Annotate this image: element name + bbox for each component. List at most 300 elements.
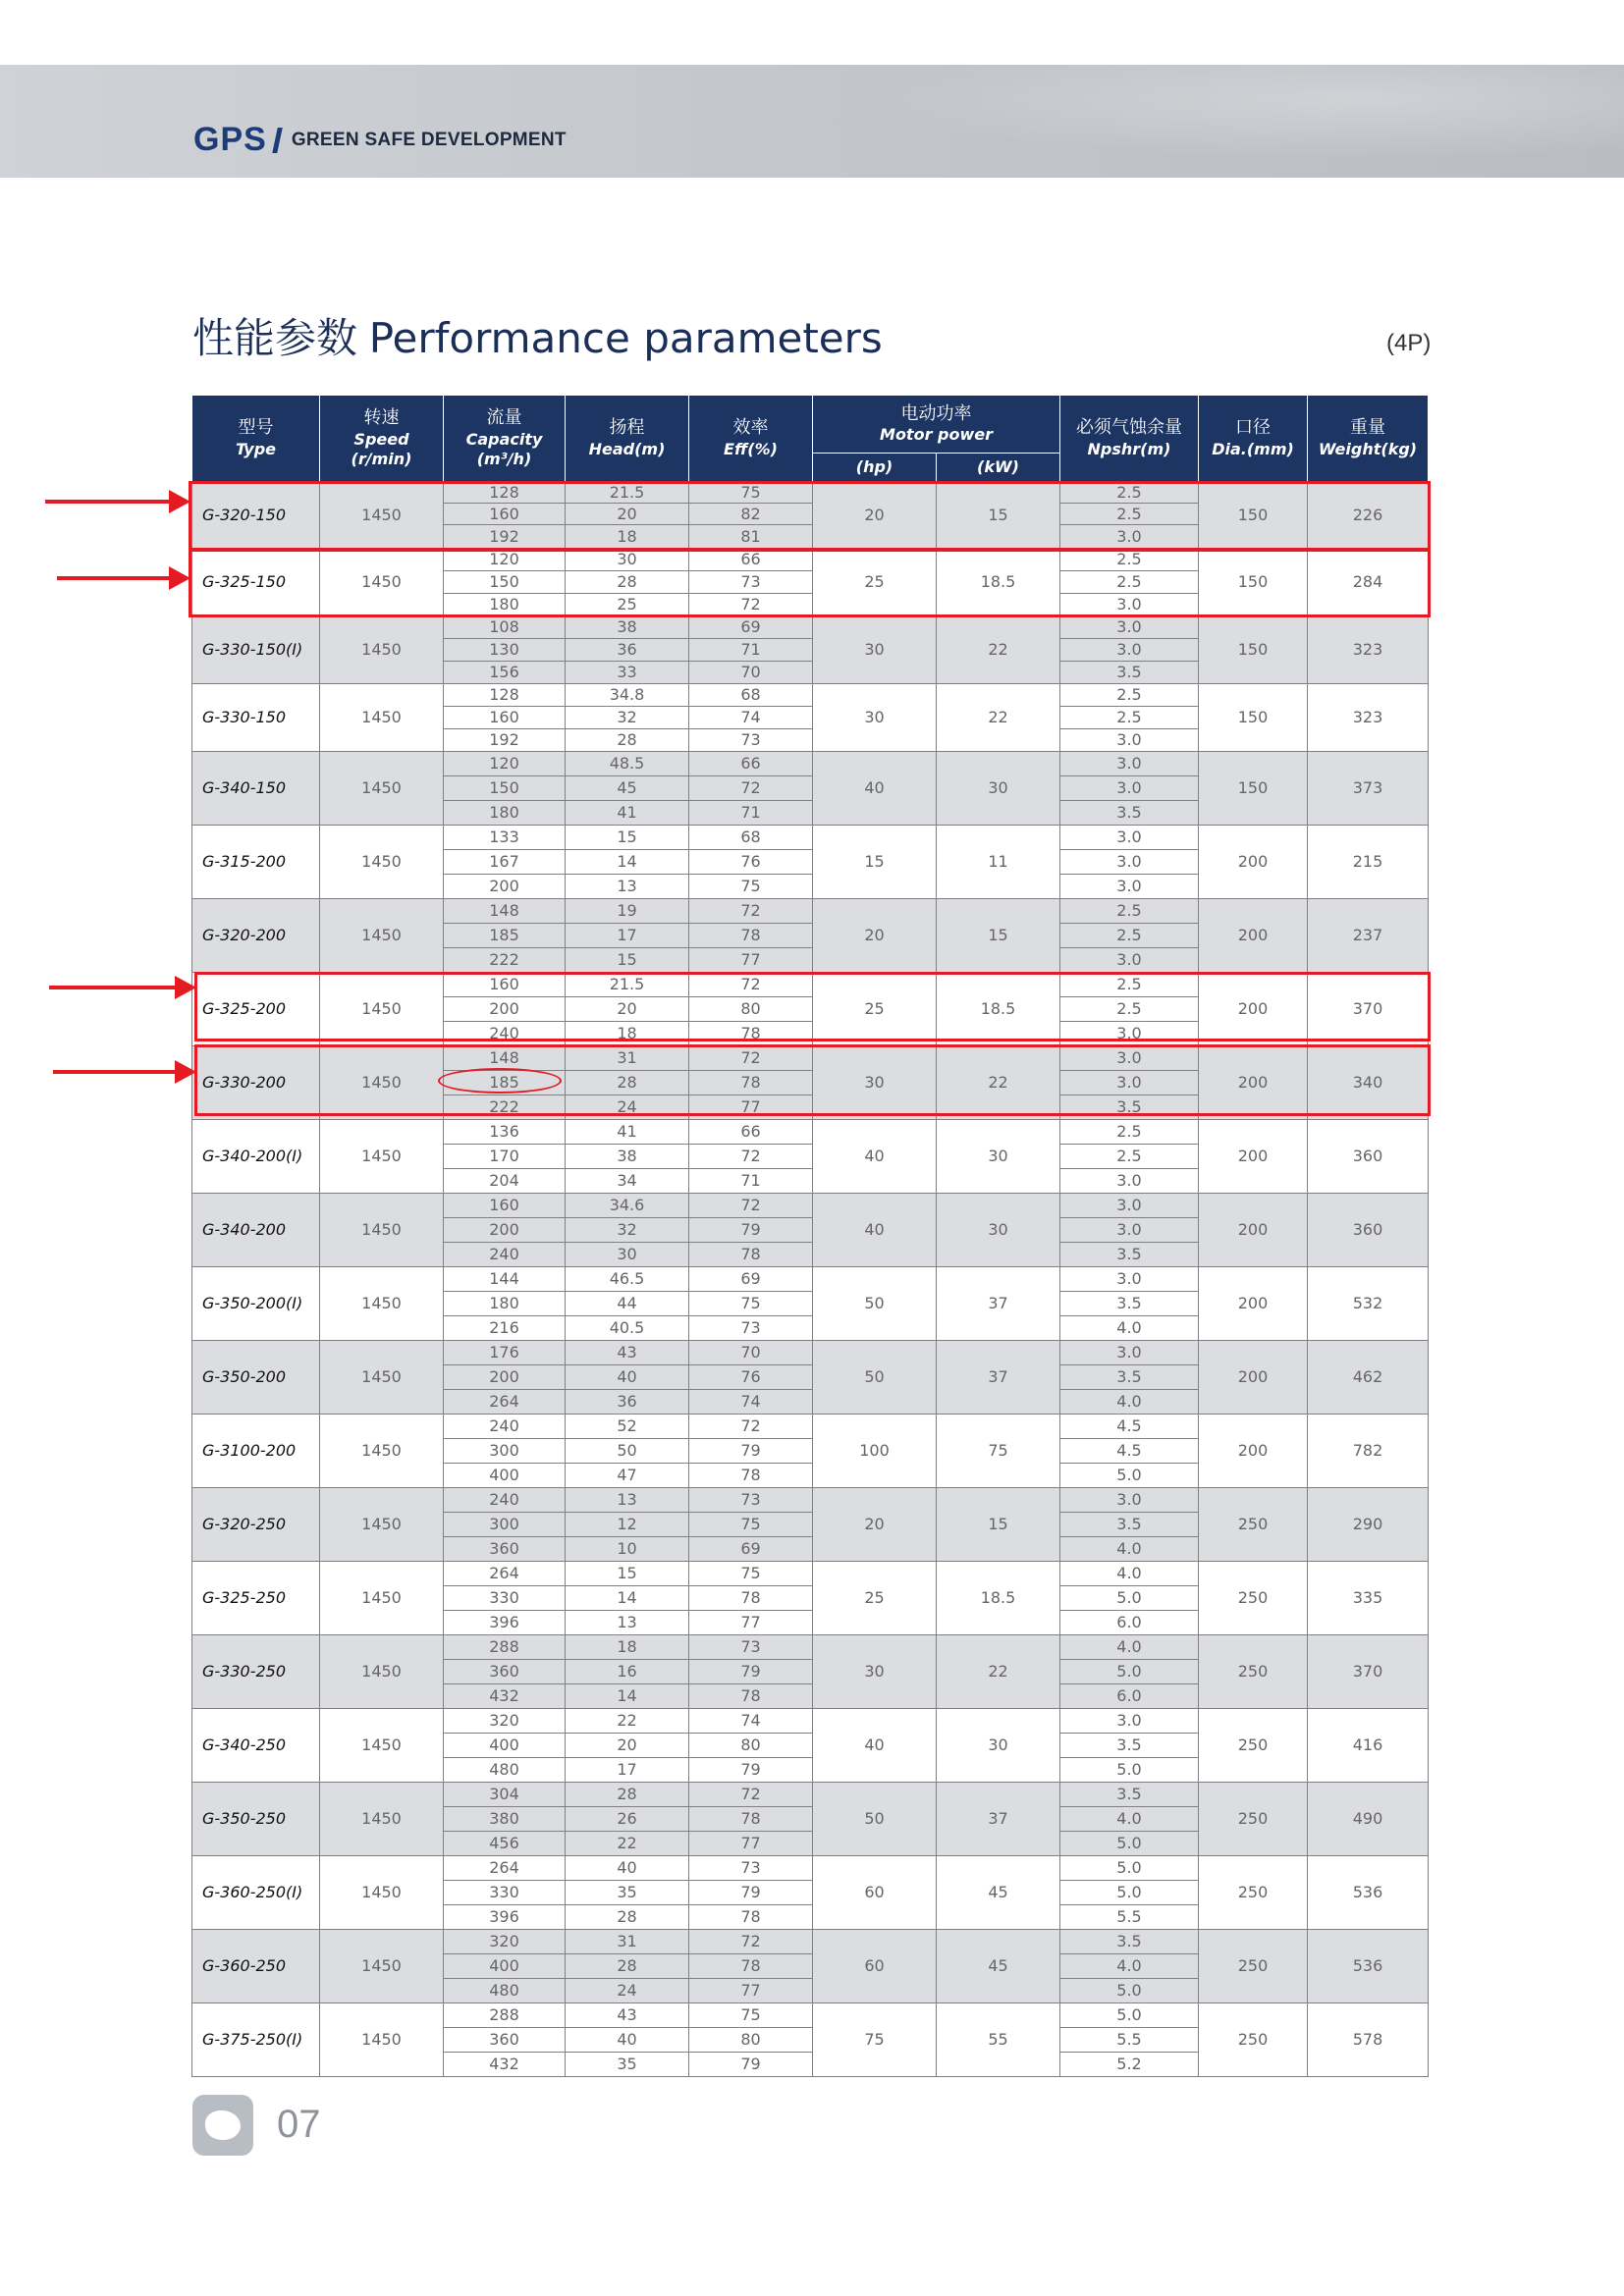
model-type: G-325-150 xyxy=(192,549,320,616)
eff-value: 78 xyxy=(689,1071,813,1095)
eff-value: 81 xyxy=(689,525,813,549)
npshr-value: 3.0 xyxy=(1060,1709,1199,1734)
head-value: 33 xyxy=(566,662,689,684)
motor-kw-value: 18.5 xyxy=(937,549,1060,616)
eff-value: 78 xyxy=(689,1684,813,1709)
capacity-value: 204 xyxy=(444,1169,566,1194)
table-row-group xyxy=(192,1856,1429,1930)
page-number: 07 xyxy=(277,2103,321,2146)
page-title xyxy=(192,306,883,365)
arrow-icon xyxy=(53,1070,192,1074)
dia-value: 250 xyxy=(1199,2003,1308,2077)
dia-value: 150 xyxy=(1199,752,1308,826)
dia-value: 250 xyxy=(1199,1488,1308,1562)
arrow-icon xyxy=(49,986,192,989)
model-type: G-315-200 xyxy=(192,826,320,899)
speed-value: 1450 xyxy=(320,1709,444,1783)
page-title-en: Performance parameters xyxy=(368,314,883,362)
weight-value: 360 xyxy=(1308,1194,1429,1267)
motor-kw-value: 30 xyxy=(937,1709,1060,1783)
performance-table xyxy=(191,395,1429,2077)
eff-value: 71 xyxy=(689,801,813,826)
npshr-value: 3.5 xyxy=(1060,662,1199,684)
dia-value: 250 xyxy=(1199,1562,1308,1635)
motor-hp-value: 40 xyxy=(813,1709,937,1783)
table-row-group xyxy=(192,1930,1429,2003)
motor-kw-value: 37 xyxy=(937,1267,1060,1341)
dia-value: 150 xyxy=(1199,616,1308,684)
eff-value: 74 xyxy=(689,1709,813,1734)
head-value: 17 xyxy=(566,924,689,948)
speed-value: 1450 xyxy=(320,549,444,616)
logo-slash-icon xyxy=(272,128,283,153)
npshr-value: 2.5 xyxy=(1060,549,1199,571)
npshr-value: 5.0 xyxy=(1060,1832,1199,1856)
motor-hp-value: 25 xyxy=(813,549,937,616)
motor-kw-value: 30 xyxy=(937,1194,1060,1267)
speed-value: 1450 xyxy=(320,684,444,752)
capacity-value: 108 xyxy=(444,616,566,639)
eff-value: 77 xyxy=(689,1832,813,1856)
capacity-value: 160 xyxy=(444,1194,566,1218)
head-value: 30 xyxy=(566,549,689,571)
head-value: 43 xyxy=(566,1341,689,1365)
arrow-icon xyxy=(57,576,187,580)
table-row-group xyxy=(192,1194,1429,1267)
capacity-value: 240 xyxy=(444,1022,566,1046)
capacity-value: 180 xyxy=(444,594,566,616)
eff-value: 79 xyxy=(689,1660,813,1684)
circle-mark-capacity-185 xyxy=(438,1068,562,1094)
eff-value: 66 xyxy=(689,752,813,776)
capacity-value: 400 xyxy=(444,1734,566,1758)
weight-value: 335 xyxy=(1308,1562,1429,1635)
model-type: G-330-200 xyxy=(192,1046,320,1120)
speed-value: 1450 xyxy=(320,1341,444,1415)
company-logo xyxy=(193,121,567,159)
speed-value: 1450 xyxy=(320,1635,444,1709)
col-type: 型号 Type xyxy=(192,396,320,482)
dia-value: 200 xyxy=(1199,826,1308,899)
head-value: 13 xyxy=(566,1488,689,1513)
logo-mark: GPS xyxy=(193,121,267,158)
npshr-value: 2.5 xyxy=(1060,684,1199,707)
dia-value: 150 xyxy=(1199,684,1308,752)
weight-value: 323 xyxy=(1308,616,1429,684)
table-row-group xyxy=(192,616,1429,684)
eff-value: 69 xyxy=(689,1267,813,1292)
npshr-value: 3.5 xyxy=(1060,1734,1199,1758)
capacity-value: 240 xyxy=(444,1415,566,1439)
model-type: G-340-250 xyxy=(192,1709,320,1783)
motor-kw-value: 37 xyxy=(937,1783,1060,1856)
dia-value: 200 xyxy=(1199,1120,1308,1194)
npshr-value: 6.0 xyxy=(1060,1684,1199,1709)
npshr-value: 3.0 xyxy=(1060,752,1199,776)
model-type: G-330-150(I) xyxy=(192,616,320,684)
speed-value: 1450 xyxy=(320,752,444,826)
speed-value: 1450 xyxy=(320,1267,444,1341)
speed-value: 1450 xyxy=(320,1120,444,1194)
motor-hp-value: 40 xyxy=(813,1120,937,1194)
npshr-value: 2.5 xyxy=(1060,899,1199,924)
speed-value: 1450 xyxy=(320,1783,444,1856)
head-value: 25 xyxy=(566,594,689,616)
eff-value: 73 xyxy=(689,1488,813,1513)
eff-value: 73 xyxy=(689,1856,813,1881)
npshr-value: 5.0 xyxy=(1060,1586,1199,1611)
head-value: 36 xyxy=(566,1390,689,1415)
dia-value: 250 xyxy=(1199,1930,1308,2003)
highlight-box-g-330-200 xyxy=(194,1044,1431,1116)
page-title-zh: 性能参数 xyxy=(192,315,358,361)
pump-icon xyxy=(192,2095,253,2156)
table-row-group xyxy=(192,1709,1429,1783)
col-dia: 口径 Dia.(mm) xyxy=(1199,396,1308,482)
capacity-value: 160 xyxy=(444,707,566,729)
table-row xyxy=(192,1194,1429,1218)
head-value: 15 xyxy=(566,948,689,973)
npshr-value: 2.5 xyxy=(1060,1120,1199,1145)
col-npshr: 必须气蚀余量 Npshr(m) xyxy=(1060,396,1199,482)
col-motor-power: 电动功率 Motor power xyxy=(813,396,1060,454)
capacity-value: 456 xyxy=(444,1832,566,1856)
eff-value: 72 xyxy=(689,1046,813,1071)
table-row-group xyxy=(192,1341,1429,1415)
weight-value: 370 xyxy=(1308,1635,1429,1709)
table-row xyxy=(192,1415,1429,1439)
head-value: 35 xyxy=(566,2053,689,2077)
head-value: 18 xyxy=(566,1635,689,1660)
eff-value: 79 xyxy=(689,1439,813,1464)
capacity-value: 360 xyxy=(444,1660,566,1684)
head-value: 18 xyxy=(566,525,689,549)
motor-kw-value: 30 xyxy=(937,1120,1060,1194)
table-row xyxy=(192,752,1429,776)
motor-hp-value: 30 xyxy=(813,1635,937,1709)
speed-value: 1450 xyxy=(320,973,444,1046)
speed-value: 1450 xyxy=(320,1856,444,1930)
npshr-value: 2.5 xyxy=(1060,924,1199,948)
dia-value: 150 xyxy=(1199,549,1308,616)
npshr-value: 3.0 xyxy=(1060,850,1199,875)
head-value: 34.6 xyxy=(566,1194,689,1218)
capacity-value: 396 xyxy=(444,1611,566,1635)
motor-hp-value: 20 xyxy=(813,899,937,973)
table-row-group xyxy=(192,752,1429,826)
head-value: 40 xyxy=(566,1856,689,1881)
eff-value: 77 xyxy=(689,948,813,973)
head-value: 13 xyxy=(566,875,689,899)
head-value: 28 xyxy=(566,1071,689,1095)
motor-kw-value: 75 xyxy=(937,1415,1060,1488)
highlight-box-g-325-150 xyxy=(189,549,1431,617)
head-value: 16 xyxy=(566,1660,689,1684)
eff-value: 70 xyxy=(689,1341,813,1365)
npshr-value: 5.0 xyxy=(1060,1660,1199,1684)
motor-hp-value: 50 xyxy=(813,1267,937,1341)
npshr-value: 4.5 xyxy=(1060,1415,1199,1439)
table-row xyxy=(192,1635,1429,1660)
eff-value: 79 xyxy=(689,2053,813,2077)
speed-value: 1450 xyxy=(320,616,444,684)
eff-value: 78 xyxy=(689,924,813,948)
weight-value: 215 xyxy=(1308,826,1429,899)
speed-value: 1450 xyxy=(320,1930,444,2003)
head-value: 31 xyxy=(566,1046,689,1071)
motor-kw-value: 11 xyxy=(937,826,1060,899)
capacity-value: 480 xyxy=(444,1758,566,1783)
capacity-value: 160 xyxy=(444,504,566,525)
col-hp: (hp) xyxy=(813,454,937,482)
dia-value: 200 xyxy=(1199,1341,1308,1415)
model-type: G-350-250 xyxy=(192,1783,320,1856)
model-type: G-360-250 xyxy=(192,1930,320,2003)
table-row-group xyxy=(192,1635,1429,1709)
npshr-value: 3.0 xyxy=(1060,776,1199,801)
table-row xyxy=(192,684,1429,707)
capacity-value: 200 xyxy=(444,1365,566,1390)
head-value: 32 xyxy=(566,707,689,729)
weight-value: 360 xyxy=(1308,1120,1429,1194)
highlight-box-g-320-150 xyxy=(189,481,1431,551)
table-row xyxy=(192,1856,1429,1881)
eff-value: 69 xyxy=(689,616,813,639)
table-row xyxy=(192,1488,1429,1513)
eff-value: 72 xyxy=(689,1145,813,1169)
motor-kw-value: 30 xyxy=(937,752,1060,826)
head-value: 28 xyxy=(566,729,689,752)
weight-value: 416 xyxy=(1308,1709,1429,1783)
npshr-value: 5.0 xyxy=(1060,1856,1199,1881)
eff-value: 74 xyxy=(689,707,813,729)
dia-value: 200 xyxy=(1199,1046,1308,1120)
weight-value: 226 xyxy=(1308,482,1429,549)
dia-value: 200 xyxy=(1199,1415,1308,1488)
head-value: 38 xyxy=(566,1145,689,1169)
motor-hp-value: 15 xyxy=(813,826,937,899)
npshr-value: 3.5 xyxy=(1060,1783,1199,1807)
npshr-value: 2.5 xyxy=(1060,973,1199,997)
eff-value: 66 xyxy=(689,1120,813,1145)
eff-value: 71 xyxy=(689,1169,813,1194)
capacity-value: 288 xyxy=(444,2003,566,2028)
speed-value: 1450 xyxy=(320,1562,444,1635)
capacity-value: 148 xyxy=(444,899,566,924)
eff-value: 72 xyxy=(689,776,813,801)
head-value: 28 xyxy=(566,571,689,594)
eff-value: 78 xyxy=(689,1954,813,1979)
weight-value: 462 xyxy=(1308,1341,1429,1415)
npshr-value: 4.0 xyxy=(1060,1807,1199,1832)
eff-value: 72 xyxy=(689,1194,813,1218)
eff-value: 73 xyxy=(689,571,813,594)
npshr-value: 5.0 xyxy=(1060,1979,1199,2003)
col-speed: 转速 Speed (r/min) xyxy=(320,396,444,482)
npshr-value: 3.5 xyxy=(1060,801,1199,826)
head-value: 40 xyxy=(566,1365,689,1390)
weight-value: 532 xyxy=(1308,1267,1429,1341)
capacity-value: 167 xyxy=(444,850,566,875)
head-value: 40 xyxy=(566,2028,689,2053)
head-value: 50 xyxy=(566,1439,689,1464)
weight-value: 782 xyxy=(1308,1415,1429,1488)
col-kw: (kW) xyxy=(937,454,1060,482)
head-value: 24 xyxy=(566,1095,689,1120)
head-value: 13 xyxy=(566,1611,689,1635)
head-value: 15 xyxy=(566,826,689,850)
capacity-value: 148 xyxy=(444,1046,566,1071)
capacity-value: 264 xyxy=(444,1856,566,1881)
eff-value: 68 xyxy=(689,684,813,707)
eff-value: 78 xyxy=(689,1243,813,1267)
table-row-group xyxy=(192,899,1429,973)
head-value: 14 xyxy=(566,850,689,875)
capacity-value: 150 xyxy=(444,776,566,801)
npshr-value: 4.0 xyxy=(1060,1537,1199,1562)
eff-value: 75 xyxy=(689,482,813,504)
eff-value: 78 xyxy=(689,1022,813,1046)
npshr-value: 2.5 xyxy=(1060,997,1199,1022)
capacity-value: 192 xyxy=(444,525,566,549)
eff-value: 73 xyxy=(689,729,813,752)
weight-value: 578 xyxy=(1308,2003,1429,2077)
dia-value: 200 xyxy=(1199,1194,1308,1267)
capacity-value: 264 xyxy=(444,1562,566,1586)
eff-value: 73 xyxy=(689,1635,813,1660)
eff-value: 72 xyxy=(689,1415,813,1439)
capacity-value: 360 xyxy=(444,2028,566,2053)
head-value: 24 xyxy=(566,1979,689,2003)
head-value: 12 xyxy=(566,1513,689,1537)
capacity-value: 160 xyxy=(444,973,566,997)
capacity-value: 144 xyxy=(444,1267,566,1292)
table-row xyxy=(192,616,1429,639)
eff-value: 78 xyxy=(689,1586,813,1611)
motor-kw-value: 22 xyxy=(937,1046,1060,1120)
capacity-value: 136 xyxy=(444,1120,566,1145)
motor-kw-value: 55 xyxy=(937,2003,1060,2077)
table-row-group xyxy=(192,1415,1429,1488)
npshr-value: 3.5 xyxy=(1060,1292,1199,1316)
eff-value: 74 xyxy=(689,1390,813,1415)
table-row-group xyxy=(192,826,1429,899)
model-type: G-320-250 xyxy=(192,1488,320,1562)
motor-kw-value: 37 xyxy=(937,1341,1060,1415)
motor-hp-value: 40 xyxy=(813,752,937,826)
capacity-value: 300 xyxy=(444,1439,566,1464)
motor-hp-value: 20 xyxy=(813,1488,937,1562)
head-value: 22 xyxy=(566,1832,689,1856)
head-value: 41 xyxy=(566,801,689,826)
eff-value: 78 xyxy=(689,1905,813,1930)
table-row-group xyxy=(192,1120,1429,1194)
table-row-group xyxy=(192,1267,1429,1341)
motor-hp-value: 20 xyxy=(813,482,937,549)
npshr-value: 4.0 xyxy=(1060,1635,1199,1660)
motor-hp-value: 75 xyxy=(813,2003,937,2077)
model-type: G-330-150 xyxy=(192,684,320,752)
motor-hp-value: 100 xyxy=(813,1415,937,1488)
eff-value: 73 xyxy=(689,1316,813,1341)
weight-value: 536 xyxy=(1308,1930,1429,2003)
table-row xyxy=(192,1930,1429,1954)
head-value: 38 xyxy=(566,616,689,639)
head-value: 28 xyxy=(566,1783,689,1807)
eff-value: 76 xyxy=(689,1365,813,1390)
npshr-value: 3.0 xyxy=(1060,1218,1199,1243)
table-row xyxy=(192,1783,1429,1807)
eff-value: 76 xyxy=(689,850,813,875)
head-value: 30 xyxy=(566,1243,689,1267)
capacity-value: 185 xyxy=(444,924,566,948)
eff-value: 68 xyxy=(689,826,813,850)
eff-value: 79 xyxy=(689,1881,813,1905)
capacity-value: 400 xyxy=(444,1954,566,1979)
weight-value: 373 xyxy=(1308,752,1429,826)
eff-value: 72 xyxy=(689,594,813,616)
capacity-value: 480 xyxy=(444,1979,566,2003)
npshr-value: 5.5 xyxy=(1060,1905,1199,1930)
weight-value: 490 xyxy=(1308,1783,1429,1856)
table-row-group xyxy=(192,1562,1429,1635)
eff-value: 72 xyxy=(689,973,813,997)
capacity-value: 400 xyxy=(444,1464,566,1488)
motor-hp-value: 60 xyxy=(813,1856,937,1930)
head-value: 20 xyxy=(566,1734,689,1758)
head-value: 41 xyxy=(566,1120,689,1145)
head-value: 32 xyxy=(566,1218,689,1243)
weight-value: 237 xyxy=(1308,899,1429,973)
model-type: G-325-200 xyxy=(192,973,320,1046)
speed-value: 1450 xyxy=(320,2003,444,2077)
npshr-value: 6.0 xyxy=(1060,1611,1199,1635)
npshr-value: 5.5 xyxy=(1060,2028,1199,2053)
eff-value: 71 xyxy=(689,639,813,662)
table-row xyxy=(192,1267,1429,1292)
dia-value: 250 xyxy=(1199,1783,1308,1856)
motor-hp-value: 30 xyxy=(813,684,937,752)
banner-pattern xyxy=(740,65,1624,178)
motor-kw-value: 22 xyxy=(937,1635,1060,1709)
speed-value: 1450 xyxy=(320,1046,444,1120)
capacity-value: 396 xyxy=(444,1905,566,1930)
eff-value: 66 xyxy=(689,549,813,571)
table-row-group xyxy=(192,1783,1429,1856)
eff-value: 75 xyxy=(689,2003,813,2028)
model-type: G-320-200 xyxy=(192,899,320,973)
head-value: 44 xyxy=(566,1292,689,1316)
head-value: 28 xyxy=(566,1954,689,1979)
npshr-value: 2.5 xyxy=(1060,504,1199,525)
pump-shape xyxy=(205,2110,241,2140)
head-value: 35 xyxy=(566,1881,689,1905)
head-value: 17 xyxy=(566,1758,689,1783)
motor-kw-value: 18.5 xyxy=(937,1562,1060,1635)
capacity-value: 200 xyxy=(444,997,566,1022)
npshr-value: 4.0 xyxy=(1060,1316,1199,1341)
capacity-value: 320 xyxy=(444,1709,566,1734)
motor-kw-value: 15 xyxy=(937,1488,1060,1562)
capacity-value: 170 xyxy=(444,1145,566,1169)
speed-value: 1450 xyxy=(320,1488,444,1562)
table-row-group xyxy=(192,1488,1429,1562)
capacity-value: 222 xyxy=(444,1095,566,1120)
weight-value: 290 xyxy=(1308,1488,1429,1562)
npshr-value: 4.0 xyxy=(1060,1390,1199,1415)
capacity-value: 185 xyxy=(444,1071,566,1095)
npshr-value: 4.0 xyxy=(1060,1954,1199,1979)
